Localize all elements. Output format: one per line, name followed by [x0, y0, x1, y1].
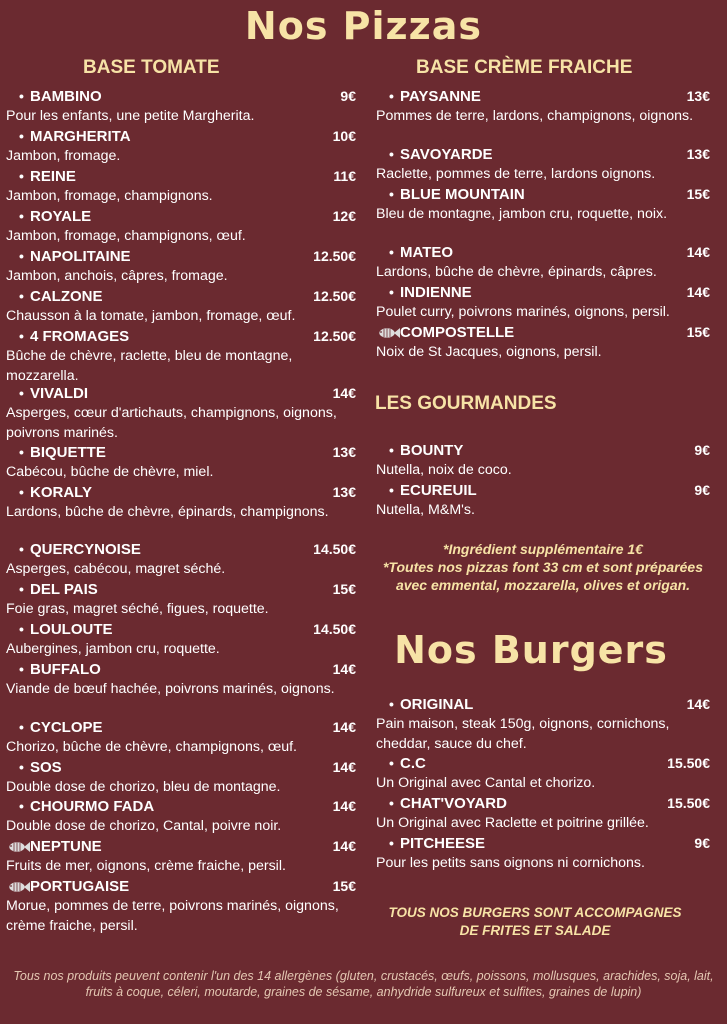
- item-name: SOS: [30, 759, 62, 776]
- item-description: Nutella, noix de coco.: [376, 462, 512, 478]
- bullet: •: [389, 88, 394, 104]
- bullet: •: [389, 442, 394, 458]
- item-name: BOUNTY: [400, 442, 464, 459]
- item-price: 14€: [332, 798, 356, 814]
- item-price: 14€: [686, 284, 710, 300]
- item-price: 14€: [332, 385, 356, 401]
- section-gourmandes: LES GOURMANDES: [375, 393, 557, 414]
- bullet: •: [19, 661, 24, 677]
- bullet: •: [19, 541, 24, 557]
- menu-item: [6, 127, 356, 167]
- item-description: Noix de St Jacques, oignons, persil.: [376, 344, 602, 360]
- menu-item: [376, 794, 710, 834]
- bullet: •: [389, 186, 394, 202]
- item-description: Double dose de chorizo, Cantal, poivre noir.: [6, 818, 282, 834]
- menu-item: [6, 877, 356, 936]
- menu-item: [6, 87, 356, 127]
- menu-item: [6, 384, 356, 443]
- menu-item: [376, 87, 710, 127]
- section-base-tomate: BASE TOMATE: [83, 57, 220, 78]
- item-description: Nutella, M&M's.: [376, 502, 475, 518]
- item-price: 13€: [686, 146, 710, 162]
- item-name: KORALY: [30, 484, 92, 501]
- burgers-title: Nos Burgers: [394, 628, 668, 672]
- fish-icon: [376, 327, 400, 339]
- item-price: 10€: [332, 128, 356, 144]
- item-name: LOULOUTE: [30, 621, 113, 638]
- bullet: •: [389, 284, 394, 300]
- item-price: 9€: [694, 835, 710, 851]
- menu-item: [6, 758, 356, 798]
- item-name: CHOURMO FADA: [30, 798, 155, 815]
- item-name: MATEO: [400, 244, 454, 261]
- menu-item: [6, 620, 356, 660]
- bullet: •: [389, 244, 394, 260]
- menu-item: [376, 145, 710, 185]
- menu-item: [376, 695, 710, 754]
- item-description: Chorizo, bûche de chèvre, champignons, œuf.: [6, 739, 297, 755]
- pizza-size-note: *Toutes nos pizzas font 33 cm et sont préparées avec emmental, mozzarella, olives et origan.: [382, 559, 703, 593]
- menu-item: [376, 834, 710, 874]
- item-name: CALZONE: [30, 288, 103, 305]
- item-name: ORIGINAL: [400, 696, 474, 713]
- bullet: •: [19, 759, 24, 775]
- item-description: Lardons, bûche de chèvre, épinards, câpres.: [376, 264, 657, 280]
- item-name: BAMBINO: [30, 88, 102, 105]
- item-description: Pour les enfants, une petite Margherita.: [6, 108, 255, 124]
- item-name: VIVALDI: [30, 385, 89, 402]
- bullet: •: [19, 288, 24, 304]
- menu-item: [376, 283, 710, 323]
- item-description: Asperges, cœur d'artichauts, champignons, oignons, poivrons marinés.: [6, 405, 337, 441]
- item-price: 14€: [332, 759, 356, 775]
- item-price: 14€: [686, 244, 710, 260]
- item-name: SAVOYARDE: [400, 146, 493, 163]
- bullet: •: [19, 385, 24, 401]
- bullet: •: [19, 719, 24, 735]
- bullet: •: [19, 88, 24, 104]
- item-price: 12.50€: [313, 248, 356, 264]
- item-price: 15€: [332, 878, 356, 894]
- item-description: Un Original avec Raclette et poitrine grillée.: [376, 815, 649, 831]
- item-price: 15.50€: [667, 795, 710, 811]
- item-price: 13€: [332, 484, 356, 500]
- item-price: 12.50€: [313, 328, 356, 344]
- bullet: •: [19, 328, 24, 344]
- menu-item: [376, 185, 710, 225]
- item-name: DEL PAIS: [30, 581, 98, 598]
- menu-item: [6, 797, 356, 837]
- bullet: •: [19, 484, 24, 500]
- bullet: •: [389, 755, 394, 771]
- item-description: Jambon, fromage.: [6, 148, 121, 164]
- item-description: Double dose de chorizo, bleu de montagne.: [6, 779, 281, 795]
- supplement-note: *Ingrédient supplémentaire 1€: [443, 541, 643, 557]
- item-price: 15€: [686, 324, 710, 340]
- item-price: 12.50€: [313, 288, 356, 304]
- menu-item: [6, 580, 356, 620]
- item-description: Fruits de mer, oignons, crème fraiche, persil.: [6, 858, 286, 874]
- item-description: Raclette, pommes de terre, lardons oignons.: [376, 166, 656, 182]
- item-name: MARGHERITA: [30, 128, 131, 145]
- item-description: Asperges, cabécou, magret séché.: [6, 561, 226, 577]
- item-price: 14€: [332, 838, 356, 854]
- menu-item: [376, 243, 710, 283]
- item-price: 9€: [694, 442, 710, 458]
- item-name: PORTUGAISE: [30, 878, 130, 895]
- item-description: Pommes de terre, lardons, champignons, oignons.: [376, 108, 694, 124]
- item-price: 11€: [333, 168, 356, 184]
- fish-icon: [6, 881, 30, 893]
- menu-item: [6, 540, 356, 580]
- item-description: Jambon, anchois, câpres, fromage.: [6, 268, 228, 284]
- item-description: Cabécou, bûche de chèvre, miel.: [6, 464, 214, 480]
- bullet: •: [19, 581, 24, 597]
- section-base-creme: BASE CRÈME FRAICHE: [416, 57, 633, 78]
- item-name: C.C: [400, 755, 426, 772]
- menu-item: [6, 167, 356, 207]
- item-name: QUERCYNOISE: [30, 541, 141, 558]
- item-name: PITCHEESE: [400, 835, 486, 852]
- item-name: ECUREUIL: [400, 482, 477, 499]
- item-price: 14€: [332, 719, 356, 735]
- item-name: CHAT'VOYARD: [400, 795, 507, 812]
- bullet: •: [389, 696, 394, 712]
- item-name: BUFFALO: [30, 661, 101, 678]
- item-price: 12€: [332, 208, 356, 224]
- menu-item: [6, 837, 356, 877]
- bullet: •: [389, 482, 394, 498]
- item-price: 14€: [332, 661, 356, 677]
- allergen-notice: Tous nos produits peuvent contenir l'un des 14 allergènes (gluten, crustacés, œufs, poissons, mollusques, arachides, soja, lait, fruits à coque, céleri, moutarde, graines de sésame, anhydride sulfureux et sulfites, graines de lupin): [13, 969, 714, 999]
- menu-item: [376, 323, 710, 363]
- menu-item: [6, 207, 356, 247]
- item-price: 14.50€: [313, 621, 356, 637]
- burger-note: TOUS NOS BURGERS SONT ACCOMPAGNES DE FRITES ET SALADE: [388, 905, 682, 938]
- item-description: Chausson à la tomate, jambon, fromage, œuf.: [6, 308, 296, 324]
- pizzas-title: Nos Pizzas: [244, 4, 483, 48]
- bullet: •: [19, 168, 24, 184]
- item-name: PAYSANNE: [400, 88, 481, 105]
- item-price: 14.50€: [313, 541, 356, 557]
- item-price: 13€: [332, 444, 356, 460]
- bullet: •: [19, 248, 24, 264]
- bullet: •: [19, 621, 24, 637]
- item-price: 15€: [686, 186, 710, 202]
- item-name: COMPOSTELLE: [400, 324, 515, 341]
- bullet: •: [19, 128, 24, 144]
- item-description: Foie gras, magret séché, figues, roquette.: [6, 601, 269, 617]
- bullet: •: [19, 444, 24, 460]
- menu-item: [6, 327, 356, 386]
- item-description: Un Original avec Cantal et chorizo.: [376, 775, 596, 791]
- item-price: 9€: [340, 88, 356, 104]
- item-description: Poulet curry, poivrons marinés, oignons, persil.: [376, 304, 670, 320]
- bullet: •: [389, 835, 394, 851]
- item-description: Aubergines, jambon cru, roquette.: [6, 641, 220, 657]
- item-name: ROYALE: [30, 208, 92, 225]
- item-description: Pour les petits sans oignons ni cornichons.: [376, 855, 645, 871]
- item-description: Jambon, fromage, champignons.: [6, 188, 213, 204]
- item-name: CYCLOPE: [30, 719, 103, 736]
- menu-item: [376, 481, 710, 521]
- item-price: 15.50€: [667, 755, 710, 771]
- bullet: •: [389, 795, 394, 811]
- item-name: INDIENNE: [400, 284, 472, 301]
- menu-item: [6, 247, 356, 287]
- bullet: •: [389, 146, 394, 162]
- menu-item: [6, 443, 356, 483]
- menu-item: [376, 754, 710, 794]
- menu-item: [6, 660, 356, 700]
- item-description: Viande de bœuf hachée, poivrons marinés, oignons.: [6, 681, 335, 697]
- item-description: Bleu de montagne, jambon cru, roquette, noix.: [376, 206, 668, 222]
- menu-item: [6, 718, 356, 758]
- menu-item: [376, 441, 710, 481]
- menu-item: [6, 287, 356, 327]
- item-name: BIQUETTE: [30, 444, 106, 461]
- item-description: Bûche de chèvre, raclette, bleu de montagne, mozzarella.: [6, 348, 293, 384]
- item-description: Pain maison, steak 150g, oignons, cornichons, cheddar, sauce du chef.: [376, 716, 670, 752]
- item-price: 15€: [332, 581, 356, 597]
- item-description: Morue, pommes de terre, poivrons marinés, oignons, crème fraiche, persil.: [6, 898, 339, 934]
- item-price: 14€: [686, 696, 710, 712]
- item-name: BLUE MOUNTAIN: [400, 186, 525, 203]
- item-description: Jambon, fromage, champignons, œuf.: [6, 228, 246, 244]
- item-name: NEPTUNE: [30, 838, 102, 855]
- bullet: •: [19, 798, 24, 814]
- item-name: NAPOLITAINE: [30, 248, 131, 265]
- bullet: •: [19, 208, 24, 224]
- item-price: 13€: [686, 88, 710, 104]
- item-description: Lardons, bûche de chèvre, épinards, champignons.: [6, 504, 329, 520]
- fish-icon: [6, 841, 30, 853]
- item-name: REINE: [30, 168, 76, 185]
- menu-item: [6, 483, 356, 523]
- item-name: 4 FROMAGES: [30, 328, 130, 345]
- item-price: 9€: [694, 482, 710, 498]
